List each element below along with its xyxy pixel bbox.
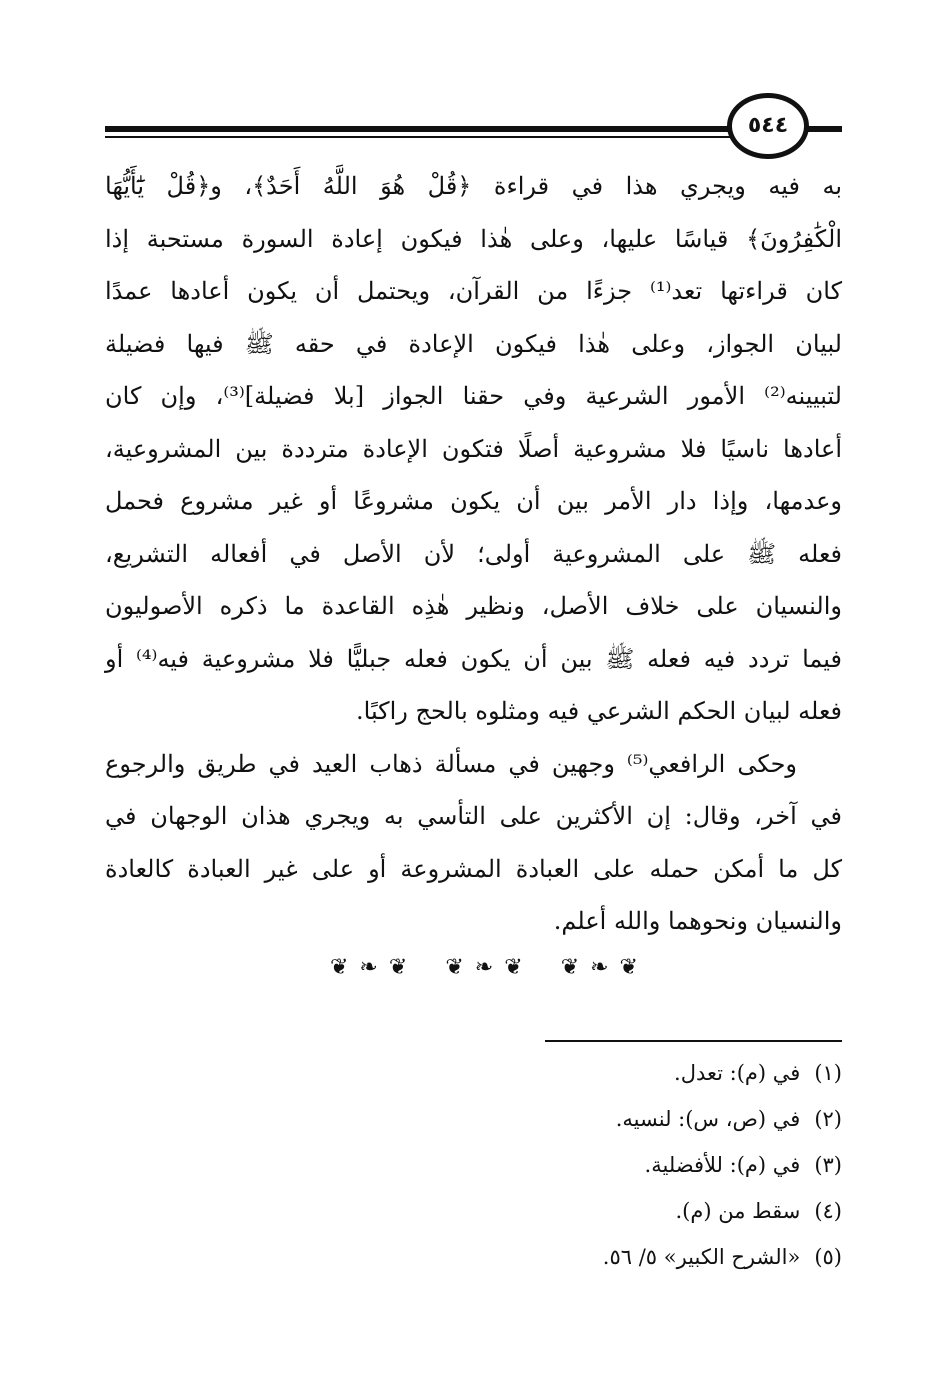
text-line: والنسيان على خلاف الأصل، ونظير هٰذِه القاعدة ما ذكره الأصوليون xyxy=(105,592,842,620)
page-number-badge xyxy=(727,93,809,159)
ornament-glyph: ❦ ❧ ❦ xyxy=(330,954,410,980)
footnote-number: (٢) xyxy=(814,1107,842,1131)
text-line: لبيان الجواز، وعلى هٰذا فيكون الإعادة في حقه ﷺ فيها فضيلة xyxy=(105,329,842,358)
main-text xyxy=(105,160,842,948)
text-line: كل ما أمكن حمله على العبادة المشروعة أو على غير العبادة كالعادة xyxy=(105,854,842,883)
footnote xyxy=(300,1142,842,1188)
ornament-glyph: ❦ ❧ ❦ xyxy=(560,954,640,980)
text-line: به فيه ويجري هذا في قراءة ﴿قُلْ هُوَ اللَّهُ أَحَدٌ﴾، و﴿قُلْ يَٰٓأَيُّهَا xyxy=(105,172,842,200)
text-line: لتبيينه⁽²⁾ الأمور الشرعية وفي حقنا الجواز [بلا فضيلة]⁽³⁾، وإن كان xyxy=(105,382,842,410)
footnote-number: (٥) xyxy=(814,1245,842,1269)
header-rule-thin xyxy=(105,136,730,138)
footnote xyxy=(300,1096,842,1142)
text-line: فيما تردد فيه فعله ﷺ بين أن يكون فعله جبليًّا فلا مشروعية فيه⁽⁴⁾ أو xyxy=(105,644,842,673)
text-line: الْكَٰفِرُونَ﴾ قياسًا عليها، وعلى هٰذا فيكون إعادة السورة مستحبة إذا xyxy=(105,224,842,253)
footnote xyxy=(300,1188,842,1234)
section-ornament xyxy=(330,952,640,982)
footnote-text: سقط من (م). xyxy=(675,1199,801,1223)
footnote-separator xyxy=(545,1040,842,1042)
footnote-number: (٣) xyxy=(814,1153,842,1177)
footnote xyxy=(300,1050,842,1096)
header-rule-right xyxy=(808,126,842,132)
text-line: والنسيان ونحوهما والله أعلم. xyxy=(553,907,842,935)
text-line: وحكى الرافعي⁽⁵⁾ وجهين في مسألة ذهاب العيد في طريق والرجوع xyxy=(105,749,797,778)
footnote-number: (١) xyxy=(814,1061,842,1085)
text-line: فعله ﷺ على المشروعية أولى؛ لأن الأصل في أفعاله التشريع، xyxy=(105,539,842,568)
footnote xyxy=(300,1234,842,1280)
text-line: في آخر، وقال: إن الأكثرين على التأسي به ويجري هذان الوجهان في xyxy=(105,802,842,830)
text-line: أعادها ناسيًا فلا مشروعية أصلًا فتكون الإعادة مترددة بين المشروعية، xyxy=(105,434,842,463)
footnote-text: في (ص، س): لنسيه. xyxy=(615,1107,801,1131)
header-rule xyxy=(105,126,730,132)
footnote-text: «الشرح الكبير» ٥/ ٥٦. xyxy=(602,1245,801,1269)
footnote-text: في (م): تعدل. xyxy=(674,1061,801,1085)
footnote-text: في (م): للأفضلية. xyxy=(644,1153,801,1177)
footnotes xyxy=(300,1050,842,1280)
footnote-number: (٤) xyxy=(814,1199,842,1223)
text-line: فعله لبيان الحكم الشرعي فيه ومثلوه بالحج راكبًا. xyxy=(356,697,842,725)
text-line: وعدمها، وإذا دار الأمر بين أن يكون مشروعًا أو غير مشروع فحمل xyxy=(105,487,842,515)
text-line: كان قراءتها تعد⁽¹⁾ جزءًا من القرآن، ويحتمل أن يكون أعادها عمدًا xyxy=(105,277,842,305)
page-number: ٥٤٤ xyxy=(747,113,789,138)
ornament-glyph: ❦ ❧ ❦ xyxy=(445,954,525,980)
